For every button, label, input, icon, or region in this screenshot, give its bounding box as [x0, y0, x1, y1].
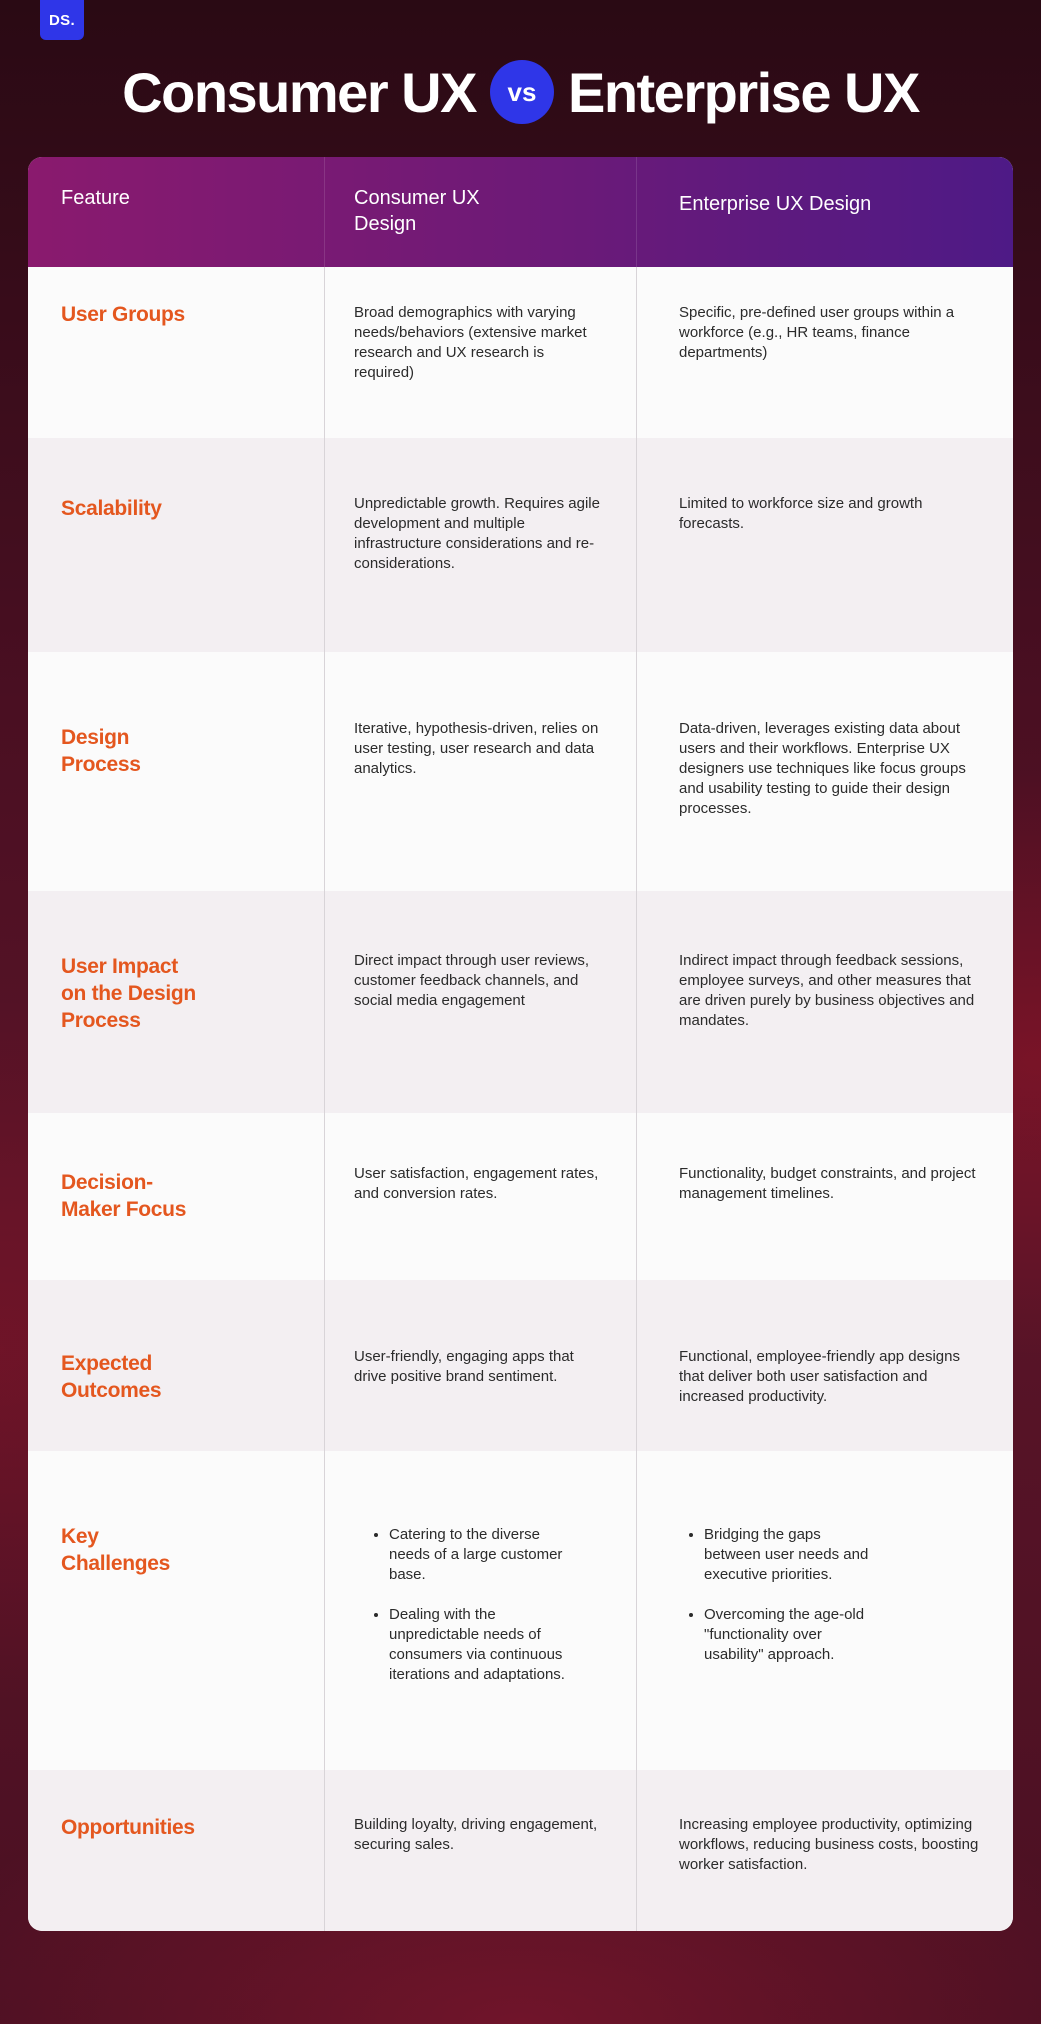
table-row-user-impact	[28, 891, 1013, 1113]
table-row-design-process	[28, 652, 1013, 891]
consumer-challenges-list	[364, 1525, 574, 1685]
enterprise-challenges-list	[679, 1525, 879, 1665]
list-item: • Dealing with the unpredictable needs of consumers via continuous iterations and adaptations.	[389, 1605, 574, 1685]
consumer-text: User-friendly, engaging apps that drive positive brand sentiment.	[354, 1348, 574, 1385]
enterprise-text: Data-driven, leverages existing data about users and their workflows. Enterprise UX designers use techniques like focus groups and usability testing to guide their design processes.	[679, 720, 966, 817]
consumer-text: Building loyalty, driving engagement, securing sales.	[354, 1816, 598, 1853]
table-row-decision-maker	[28, 1113, 1013, 1280]
consumer-text: Direct impact through user reviews, customer feedback channels, and social media engagement	[354, 952, 590, 1009]
feature-label: Opportunities	[61, 1816, 195, 1839]
consumer-text: Iterative, hypothesis-driven, relies on user testing, user research and data analytics.	[354, 720, 599, 777]
title-consumer: Consumer UX	[122, 60, 476, 124]
table-row-user-groups	[28, 267, 1013, 438]
list-item: • Catering to the diverse needs of a large customer base.	[389, 1525, 574, 1585]
feature-label: User Groups	[61, 303, 185, 326]
table-row-opportunities	[28, 1770, 1013, 1931]
page-title	[0, 52, 1041, 132]
vs-badge: vs	[490, 60, 554, 124]
comparison-table	[28, 157, 1013, 1931]
feature-label: User Impact on the Design Process	[61, 955, 196, 1032]
feature-label: Scalability	[61, 497, 162, 520]
title-enterprise: Enterprise UX	[567, 60, 919, 124]
list-item: • Bridging the gaps between user needs and executive priorities.	[704, 1525, 879, 1585]
table-row-scalability	[28, 438, 1013, 652]
consumer-text: User satisfaction, engagement rates, and conversion rates.	[354, 1165, 599, 1202]
header-feature: Feature	[61, 187, 130, 209]
feature-label: Design Process	[61, 726, 141, 776]
table-header-row	[28, 157, 1013, 267]
consumer-text: Broad demographics with varying needs/behaviors (extensive market research and UX research is required)	[354, 304, 587, 381]
feature-label: Decision- Maker Focus	[61, 1171, 187, 1221]
enterprise-text: Indirect impact through feedback sessions, employee surveys, and other measures that are driven purely by business objectives and mandates.	[679, 952, 975, 1029]
list-item: • Overcoming the age-old "functionality over usability" approach.	[704, 1605, 879, 1665]
enterprise-text: Increasing employee productivity, optimizing workflows, reducing business costs, boosting worker satisfaction.	[679, 1816, 979, 1873]
table-row-key-challenges	[28, 1451, 1013, 1770]
enterprise-text: Functionality, budget constraints, and project management timelines.	[679, 1165, 976, 1202]
ds-logo: DS.	[40, 0, 84, 40]
header-consumer: Consumer UX Design	[354, 187, 480, 235]
header-enterprise: Enterprise UX Design	[679, 193, 872, 215]
enterprise-text: Limited to workforce size and growth forecasts.	[679, 495, 923, 532]
enterprise-text: Functional, employee-friendly app designs that deliver both user satisfaction and increased productivity.	[679, 1348, 960, 1405]
enterprise-text: Specific, pre-defined user groups within a workforce (e.g., HR teams, finance departments)	[679, 304, 955, 361]
table-row-expected-outcomes	[28, 1280, 1013, 1451]
feature-label: Key Challenges	[61, 1525, 171, 1575]
consumer-text: Unpredictable growth. Requires agile development and multiple infrastructure considerations and re-considerations.	[354, 495, 600, 572]
feature-label: Expected Outcomes	[61, 1352, 162, 1402]
